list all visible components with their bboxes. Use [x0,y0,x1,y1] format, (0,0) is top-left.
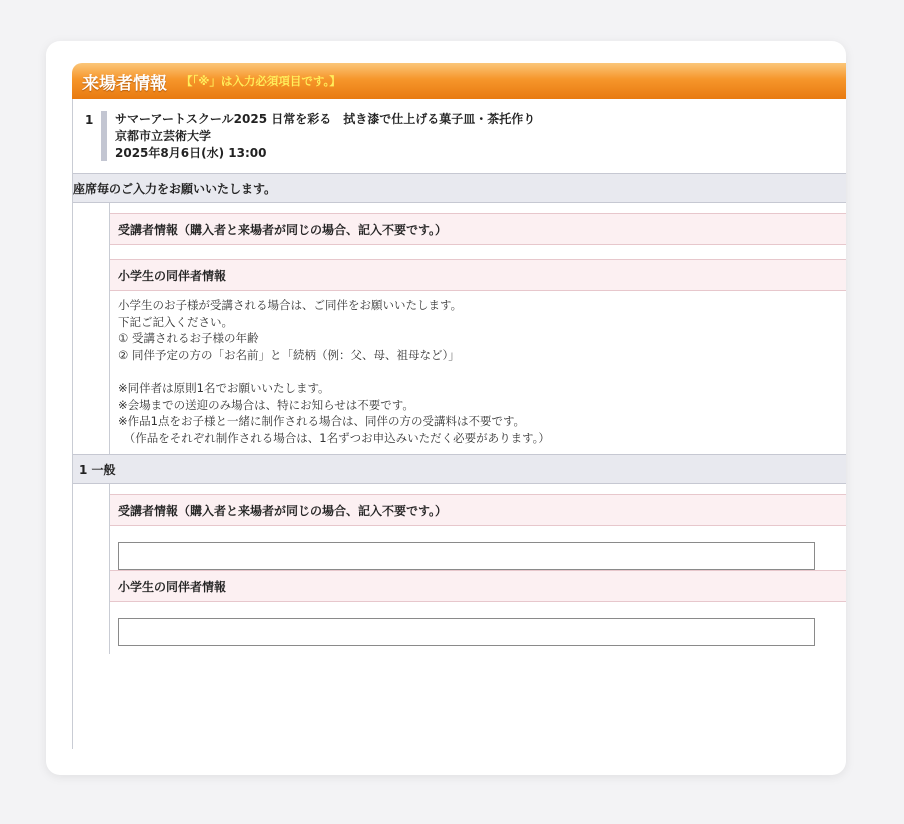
companion-notice [110,291,846,454]
seat-companion-heading: 小学生の同伴者情報 [110,570,846,602]
event-details [101,111,535,161]
event-number: 1 [85,113,94,127]
event-venue: 京都市立芸術大学 [115,129,212,143]
seat-attendee-heading: 受講者情報（購入者と来場者が同じの場合、記入不要です。） [110,494,846,526]
required-note: 【「※」は入力必須項目です。】 [181,74,341,88]
form-card [46,41,846,775]
notice-line: ① 受講されるお子様の年齢 [118,331,259,346]
event-datetime: 2025年8月6日(水) 13:00 [115,146,267,160]
common-section [109,203,846,454]
notice-line [118,363,838,380]
panel-header [72,63,846,99]
panel-title: 来場者情報 [82,73,167,94]
notice-line: ② 同伴予定の方の「お名前」と「続柄（例：父、母、祖母など）」 [118,347,460,362]
attendee-info-heading: 受講者情報（購入者と来場者が同じの場合、記入不要です。） [110,213,846,245]
notice-line: （作品をそれぞれ制作される場合は、1名ずつお申込みいただく必要があります。） [118,430,550,445]
event-info [73,99,846,173]
attendee-info-input[interactable] [118,542,815,570]
companion-info-heading: 小学生の同伴者情報 [110,259,846,291]
notice-line: 下記ご記入ください。 [118,314,233,329]
seat-heading: 1 一般 [73,454,846,484]
attendee-panel [72,63,846,749]
notice-line: ※会場までの送迎のみ場合は、特にお知らせは不要です。 [118,397,414,412]
companion-input-wrap [110,602,846,654]
companion-info-input[interactable] [118,618,815,646]
notice-line: ※作品1点をお子様と一緒に制作される場合は、同伴の方の受講料は不要です。 [118,414,526,429]
seat-instruction: 座席毎のご入力をお願いいたします。 [73,173,846,203]
seat-section [109,484,846,654]
notice-line: 小学生のお子様が受講される場合は、ご同伴をお願いいたします。 [118,298,463,312]
notice-line: ※同伴者は原則1名でお願いいたします。 [118,380,330,395]
panel-content [72,99,846,749]
event-title: サマーアートスクール2025 日常を彩る 拭き漆で仕上げる菓子皿・茶托作り [115,112,536,126]
attendee-input-wrap [110,526,846,570]
